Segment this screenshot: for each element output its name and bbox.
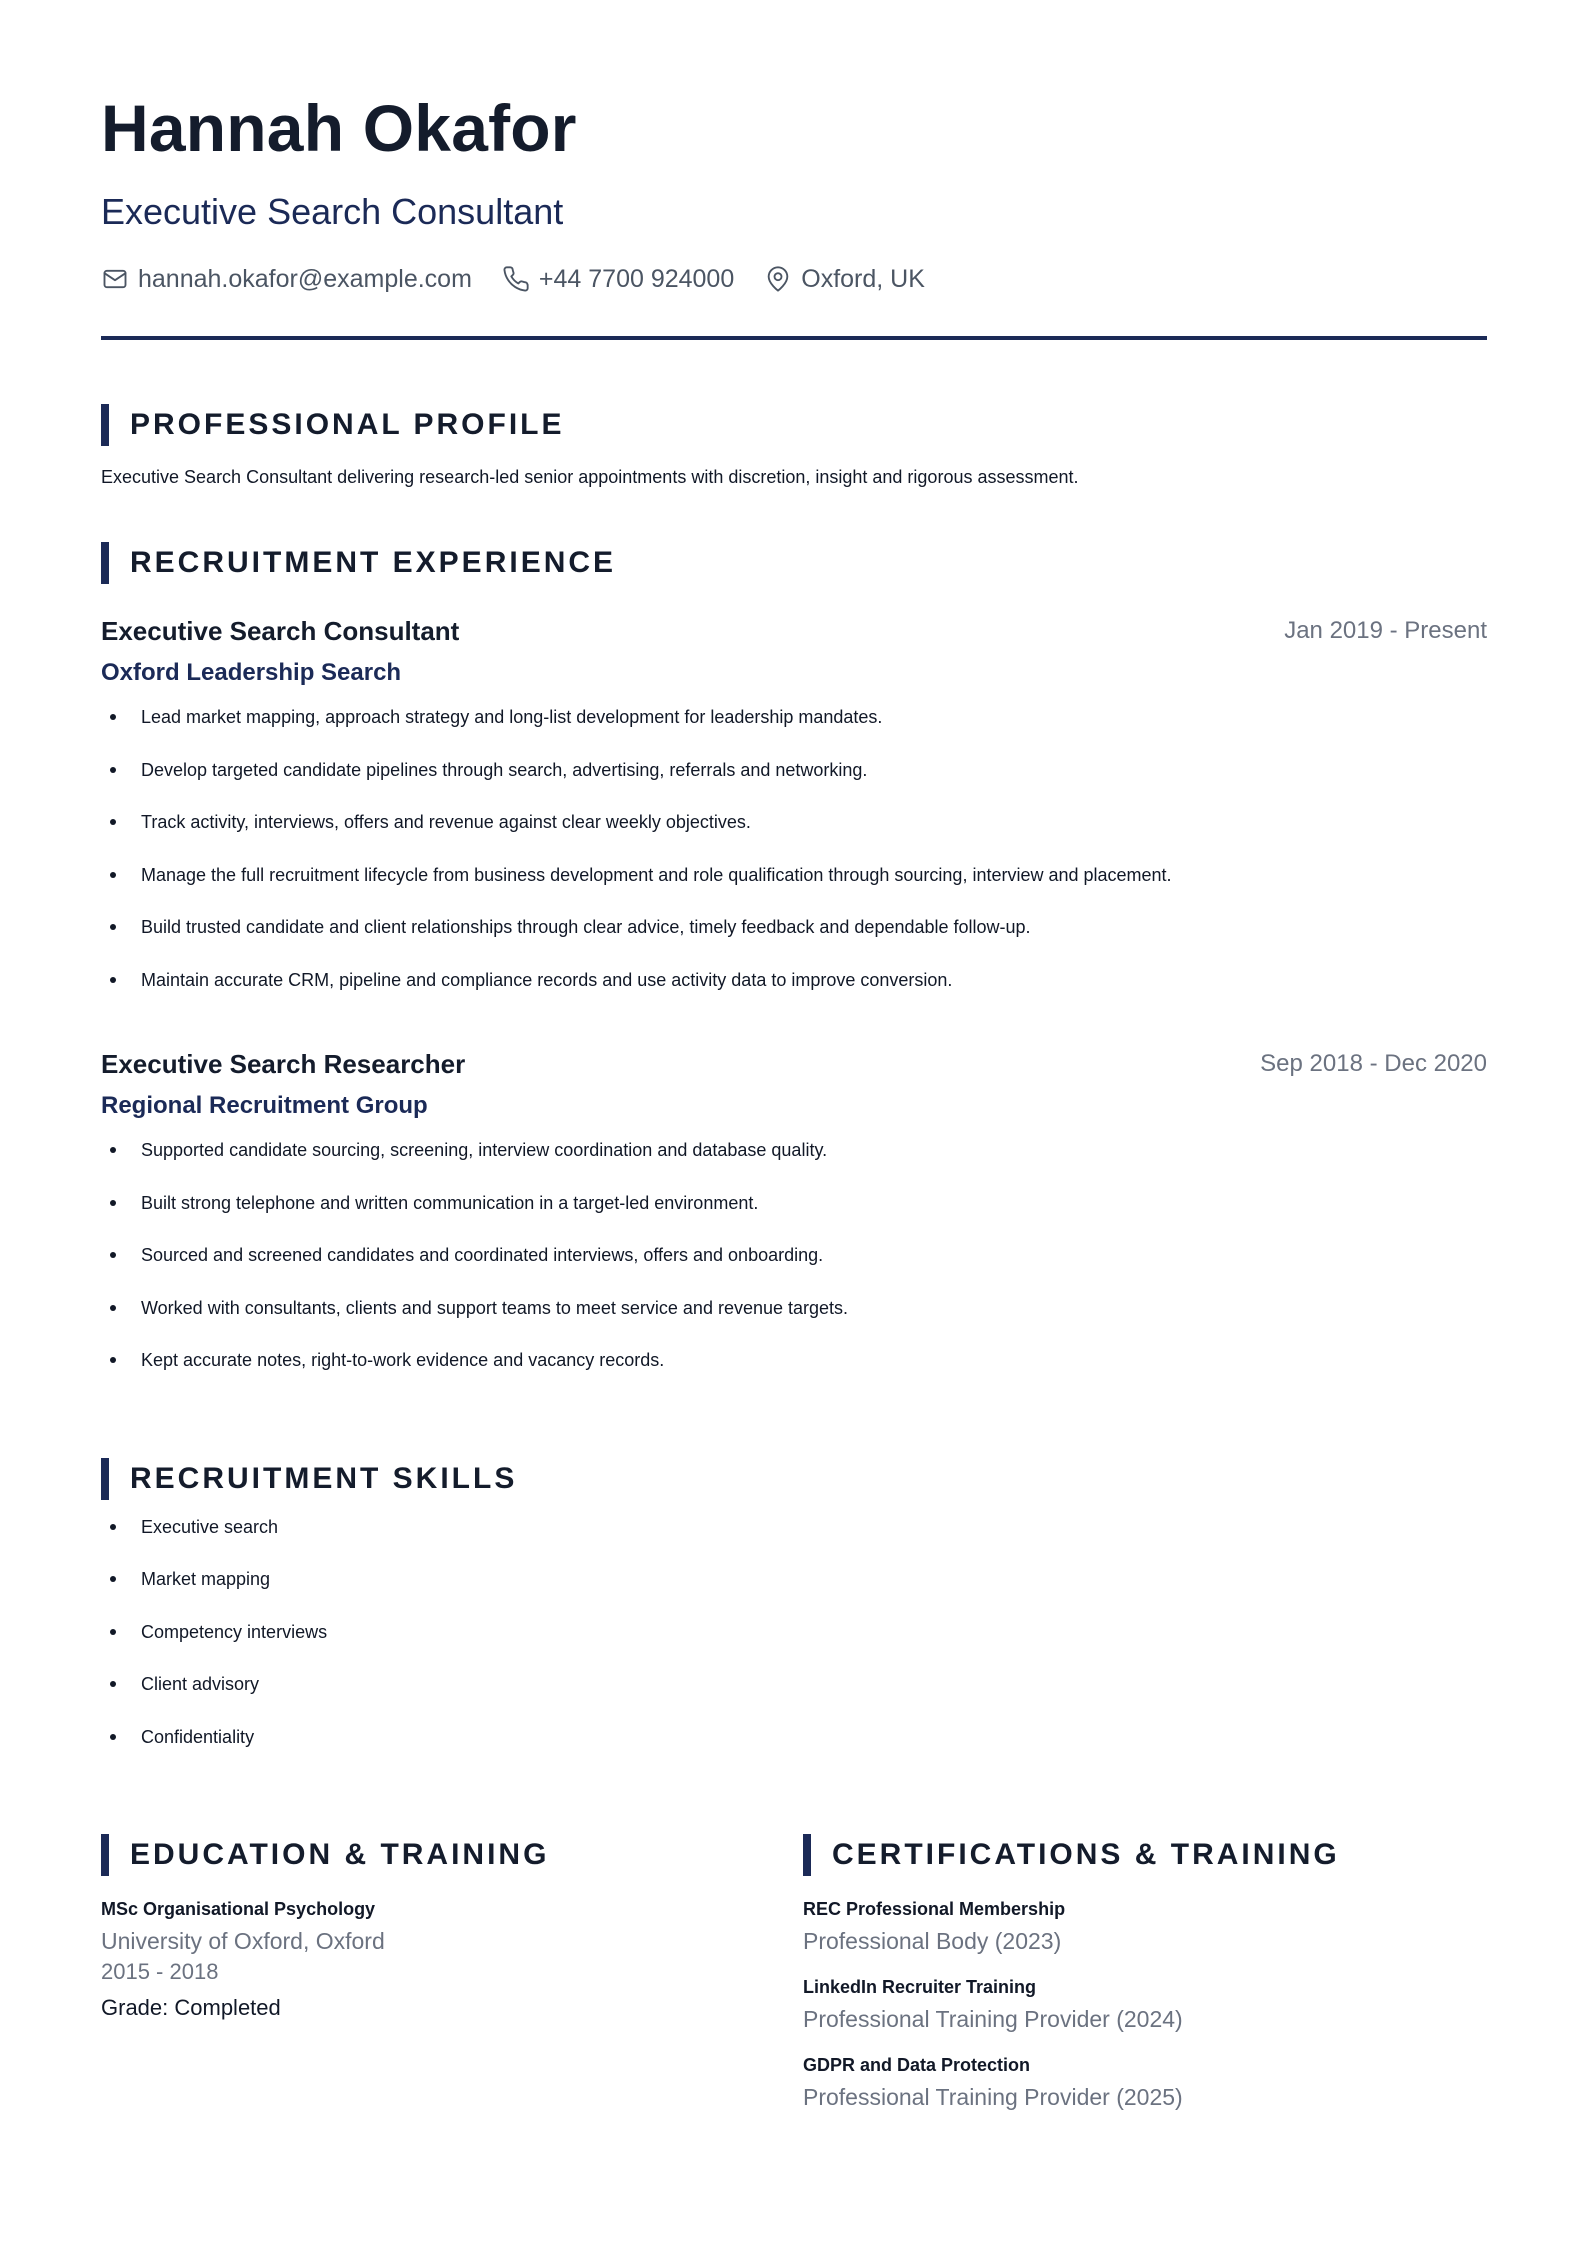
section-accent-bar: [101, 542, 109, 584]
candidate-name: Hannah Okafor: [101, 91, 577, 165]
job-bullet: Sourced and screened candidates and coordinated interviews, offers and onboarding.: [101, 1244, 1487, 1297]
job-dates: Sep 2018 - Dec 2020: [1260, 1050, 1487, 1077]
certifications-section-heading: [803, 1834, 1487, 1876]
certification-name: LinkedIn Recruiter Training: [803, 1977, 1037, 1997]
contact-row: [101, 262, 1487, 296]
job-bullet: Lead market mapping, approach strategy and long-list development for leadership mandates.: [101, 706, 1487, 759]
skill-item: Client advisory: [101, 1673, 1487, 1726]
certifications-column: [794, 1834, 1487, 2112]
profile-summary: Executive Search Consultant delivering research-led senior appointments with discretion, insight and rigorous assessment.: [101, 467, 1079, 487]
certification-provider: Professional Training Provider (2024): [803, 2006, 1183, 2032]
map-pin-icon: [764, 265, 792, 293]
job-bullet: Supported candidate sourcing, screening, interview coordination and database quality.: [101, 1139, 1487, 1192]
section-title: CERTIFICATIONS & TRAINING: [832, 1838, 1340, 1871]
job-header-row: [101, 1047, 1487, 1081]
mail-icon: [101, 265, 129, 293]
certification-item: [803, 1976, 1487, 2034]
candidate-title: Executive Search Consultant: [101, 191, 564, 232]
certification-provider: Professional Body (2023): [803, 1928, 1062, 1954]
job-dates: Jan 2019 - Present: [1284, 617, 1487, 644]
education-column: [101, 1834, 794, 2112]
education-degree: MSc Organisational Psychology: [101, 1899, 376, 1919]
section-title: RECRUITMENT SKILLS: [130, 1461, 518, 1495]
job-bullet: Kept accurate notes, right-to-work evidence and vacancy records.: [101, 1349, 1487, 1402]
phone-icon: [502, 265, 530, 293]
section-title: PROFESSIONAL PROFILE: [130, 408, 565, 441]
job-role: Executive Search Consultant: [101, 615, 460, 646]
section-title: RECRUITMENT EXPERIENCE: [130, 546, 617, 579]
email-text: hannah.okafor@example.com: [138, 264, 472, 293]
profile-section-heading: [101, 404, 1487, 446]
contact-email[interactable]: [101, 265, 472, 294]
section-accent-bar: [101, 404, 109, 446]
contact-location: [764, 265, 925, 294]
certification-name: GDPR and Data Protection: [803, 2055, 1031, 2075]
education-years: 2015 - 2018: [101, 1959, 219, 1984]
header-divider: [101, 336, 1487, 340]
phone-text: +44 7700 924000: [538, 264, 735, 293]
certification-provider: Professional Training Provider (2025): [803, 2084, 1183, 2110]
job-bullet: Develop targeted candidate pipelines through search, advertising, referrals and networking.: [101, 759, 1487, 812]
job-company: Oxford Leadership Search: [101, 659, 402, 686]
certification-item: [803, 1898, 1487, 1956]
certification-name: REC Professional Membership: [803, 1899, 1066, 1919]
section-accent-bar: [101, 1834, 109, 1876]
section-title: EDUCATION & TRAINING: [130, 1838, 550, 1871]
resume-header: [101, 0, 1487, 340]
experience-section-heading: [101, 542, 1487, 584]
skill-item: Executive search: [101, 1516, 1487, 1569]
section-accent-bar: [803, 1834, 811, 1876]
skill-item: Market mapping: [101, 1568, 1487, 1621]
bottom-columns: [101, 1834, 1487, 2112]
job-bullet-list: [101, 1139, 1487, 1402]
job-bullet: Worked with consultants, clients and support teams to meet service and revenue targets.: [101, 1297, 1487, 1350]
skill-item: Confidentiality: [101, 1726, 1487, 1779]
job-bullet: Track activity, interviews, offers and revenue against clear weekly objectives.: [101, 811, 1487, 864]
section-accent-bar: [101, 1458, 109, 1500]
job-bullet: Manage the full recruitment lifecycle from business development and role qualification through sourcing, interview and placement.: [101, 864, 1487, 917]
job-bullet-list: [101, 706, 1487, 1021]
contact-phone[interactable]: [502, 265, 734, 294]
job-header-row: [101, 614, 1487, 648]
education-section-heading: [101, 1834, 794, 1876]
education-school: University of Oxford, Oxford: [101, 1928, 385, 1954]
job-bullet: Built strong telephone and written communication in a target-led environment.: [101, 1192, 1487, 1245]
job-bullet: Build trusted candidate and client relationships through clear advice, timely feedback and dependable follow-up.: [101, 916, 1487, 969]
skill-item: Competency interviews: [101, 1621, 1487, 1674]
education-grade: Grade: Completed: [101, 1995, 281, 2020]
job-company: Regional Recruitment Group: [101, 1092, 428, 1119]
certification-item: [803, 2054, 1487, 2112]
location-text: Oxford, UK: [801, 264, 925, 293]
job-bullet: Maintain accurate CRM, pipeline and compliance records and use activity data to improve conversion.: [101, 969, 1487, 1022]
job-entry: [101, 614, 1487, 1021]
skills-list: [101, 1516, 1487, 1779]
job-entry: [101, 1047, 1487, 1402]
job-role: Executive Search Researcher: [101, 1048, 466, 1079]
skills-section-heading: [101, 1458, 1487, 1500]
